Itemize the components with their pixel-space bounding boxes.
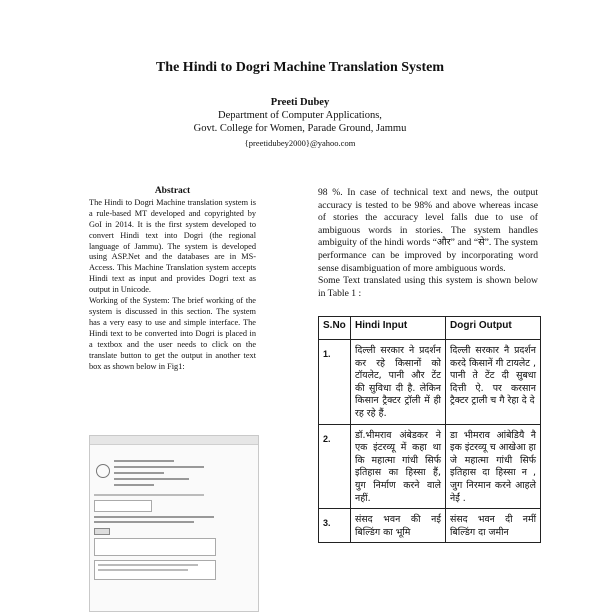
hindi-cell: दिल्ली सरकार ने प्रदर्शन कर रहे किसानों को टॉयलेट, पानी और टेंट की सुविधा दी है. लेकिन किसान ट्रैक्टर ट्रॉली में ही रह रहे हैं. bbox=[351, 340, 446, 425]
affiliation-department: Department of Computer Applications, bbox=[218, 110, 382, 121]
hindi-cell: डॉ.भीमराव अंबेडकर ने एक इंटरव्यू में कहा था कि महात्मा गांधी सिर्फ इतिहास का हिस्सा हैं, युग निर्माण करने वाले नहीं. bbox=[351, 424, 446, 509]
dogri-cell: दिल्ली सरकार नै प्रदर्शन करदे किसानें गी टायलेट , पानी ते टेंट दी सुबधा दित्ती ऐ. पर करसान ट्रैक्टर ट्राली च गै रेहा दे दे bbox=[446, 340, 541, 425]
dogri-cell: संसद भवन दी नमीं बिल्डिंग दा जमीन bbox=[446, 509, 541, 543]
table-row bbox=[319, 424, 541, 509]
left-column bbox=[89, 186, 256, 372]
figure-logo bbox=[96, 464, 110, 478]
table-intro: Some Text translated using this system is shown below in Table 1 : bbox=[318, 275, 538, 299]
figure-hindi-textbox bbox=[94, 538, 216, 556]
abstract-heading: Abstract bbox=[154, 186, 191, 196]
header-dogri-output: Dogri Output bbox=[446, 317, 541, 340]
row-number: 3. bbox=[319, 509, 351, 543]
author-name: Preeti Dubey bbox=[270, 97, 330, 108]
row-number: 1. bbox=[319, 340, 351, 425]
right-column bbox=[318, 187, 538, 300]
author-email: {preetidubey2000}@yahoo.com bbox=[244, 138, 356, 148]
table-header-row bbox=[319, 317, 541, 340]
header-hindi-input: Hindi Input bbox=[351, 317, 446, 340]
table-row bbox=[319, 509, 541, 543]
figure-1-screenshot bbox=[89, 435, 259, 612]
affiliation-college: Govt. College for Women, Parade Ground, Jammu bbox=[193, 123, 407, 134]
translation-table bbox=[318, 316, 541, 543]
working-paragraph: Working of the System: The brief working of the system is discussed in this section. The system has a very easy to use and simple interface. The Hindi text to be converted into Dogri is placed in a textbox and the user needs to click on the translate button to get the output in another text box as shown below in Fig1: bbox=[89, 296, 256, 371]
hindi-cell: संसद भवन की नई बिल्डिंग का भूमि bbox=[351, 509, 446, 543]
abstract-paragraph: The Hindi to Dogri Machine translation system is a rule-based MT developed and copyrighted by GoI in 2014. It is the first system developed to convert Hindi text into Dogri (the regional language of Jammu). The system is developed using ASP.Net and the databases are in MS-Access. This Machine Translation system accepts Hindi text as input and provides Dogri text as output in Unicode. bbox=[89, 197, 256, 295]
paper-title: The Hindi to Dogri Machine Translation System bbox=[155, 60, 445, 75]
figure-input-box bbox=[94, 500, 152, 512]
figure-browser-bar bbox=[90, 436, 258, 445]
table-row bbox=[319, 340, 541, 425]
header-sno: S.No bbox=[319, 317, 351, 340]
figure-translate-button bbox=[94, 528, 110, 535]
dogri-cell: डा भीमराव आंबेडियै नै इक इंटरव्यू च आखेआ हा जे महात्मा गांधी सिर्फ इतिहास दा हिस्सा न , जुग निरमान करने आहले नेईं . bbox=[446, 424, 541, 509]
accuracy-paragraph: 98 %. In case of technical text and news, the output accuracy is tested to be 98% and above whereas incase of stories the accuracy level falls due to use of ambiguous words in stories. The system handles ambiguity of the hindi words “और” and “से”. The system performance can be improved by incorporating word sense disambiguation of more ambiguous words. bbox=[318, 187, 538, 274]
row-number: 2. bbox=[319, 424, 351, 509]
